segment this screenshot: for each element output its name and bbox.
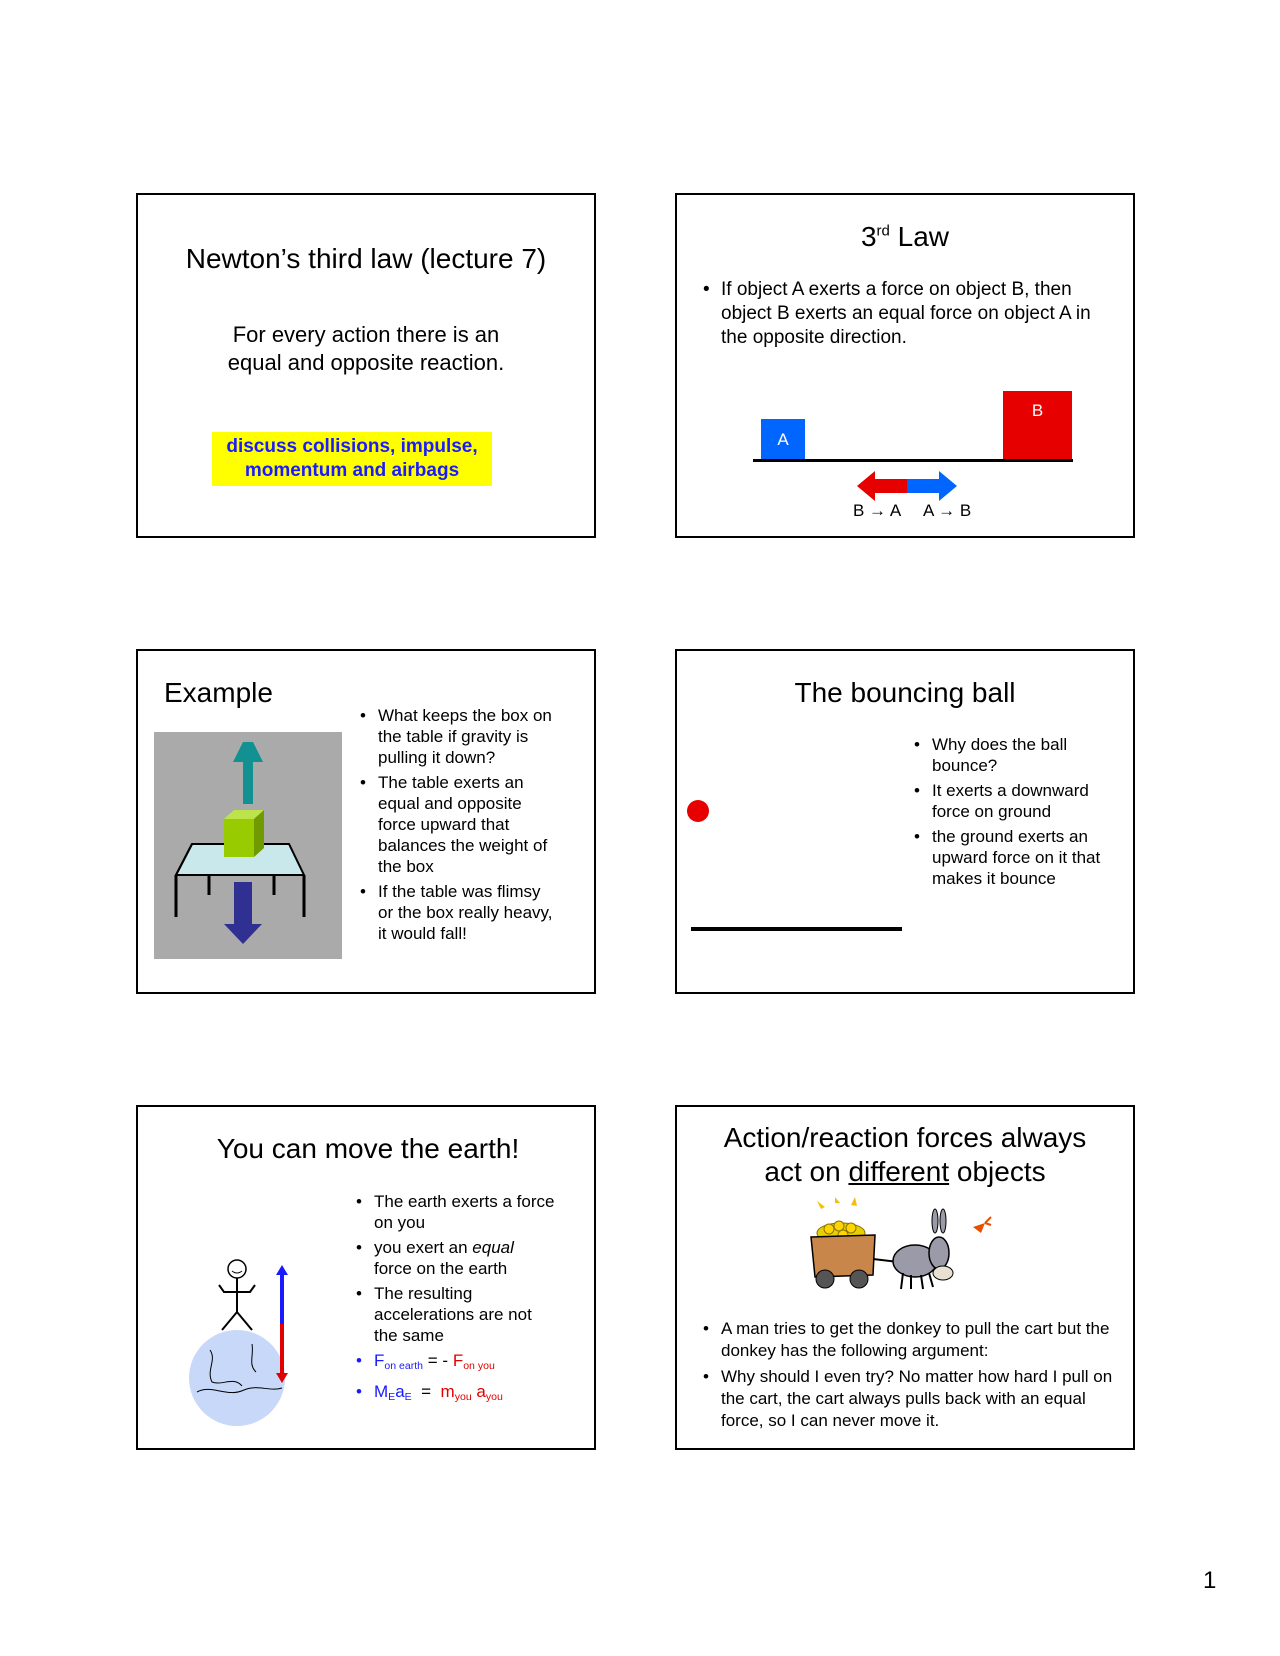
stick-figure-on-earth-illustration xyxy=(182,1252,312,1427)
slide-6-title xyxy=(677,1121,1133,1189)
slide-2-title: 3rd Law xyxy=(860,221,950,252)
list-item: • The table exerts an equal and opposite force upward that balances the weight of the box xyxy=(360,772,560,877)
slide-2 xyxy=(675,193,1135,538)
earth-icon xyxy=(189,1330,285,1426)
list-item: • The earth exerts a force on you xyxy=(356,1191,556,1233)
slide-3-title: Example xyxy=(164,677,273,708)
slide-3 xyxy=(136,649,596,994)
slide-3-bullets xyxy=(360,705,560,948)
slide-1-subtitle xyxy=(138,321,594,377)
equation-acceleration: • $M_Ea_E = m_{you}$ $a_{you}$ xyxy=(356,1381,556,1408)
slide-6-bullets xyxy=(703,1318,1113,1432)
carrot-icon xyxy=(973,1217,991,1233)
arrow-label-right: A → B xyxy=(923,501,972,520)
subtitle-line-1: For every action there is an xyxy=(232,322,500,347)
list-item: • What keeps the box on the table if gravity is pulling it down? xyxy=(360,705,560,768)
slide-6 xyxy=(675,1105,1135,1450)
highlight-line-1: discuss collisions, impulse, xyxy=(226,436,478,457)
equation-force: • $F_{on earth}$ = - $F_{on you}$ xyxy=(356,1350,556,1377)
title-line-1: Action/reaction forces always xyxy=(723,1122,1087,1153)
slide-5-title: You can move the earth! xyxy=(216,1133,520,1164)
force-arrows-icon xyxy=(857,469,957,503)
ball-icon xyxy=(687,800,709,822)
block-a: A xyxy=(761,419,805,460)
slide-1 xyxy=(136,193,596,538)
block-b: B xyxy=(1003,391,1072,460)
highlight-line-2: momentum and airbags xyxy=(244,460,460,481)
slide-5-bullets xyxy=(356,1191,556,1412)
donkey-icon xyxy=(893,1209,953,1289)
ground-line xyxy=(753,459,1073,462)
highlight-box xyxy=(212,432,492,486)
list-item: • If object A exerts a force on object B, then object B exerts an equal force on object A in the opposite direction. xyxy=(703,278,1113,350)
box-front xyxy=(224,819,254,857)
up-arrow-icon xyxy=(276,1265,288,1324)
slide-4-bullets xyxy=(914,734,1114,893)
box-on-table-illustration xyxy=(154,732,342,959)
list-item: • The resulting accelerations are not the same xyxy=(356,1283,556,1346)
left-arrow-icon xyxy=(857,471,907,501)
slide-4-title: The bouncing ball xyxy=(794,677,1016,708)
right-arrow-icon xyxy=(907,471,957,501)
slide-1-title: Newton’s third law (lecture 7) xyxy=(185,243,547,274)
list-item: • the ground exerts an upward force on it that makes it bounce xyxy=(914,826,1114,889)
ground-line xyxy=(691,927,902,931)
list-item: • A man tries to get the donkey to pull the cart but the donkey has the following argument: xyxy=(703,1318,1113,1362)
down-arrow-icon xyxy=(276,1324,288,1383)
donkey-cart-illustration xyxy=(803,1197,993,1305)
list-item: • It exerts a downward force on ground xyxy=(914,780,1114,822)
person-head-icon xyxy=(228,1260,246,1278)
list-item: • you exert an equal force on the earth xyxy=(356,1237,556,1279)
arrow-label-left: B → A xyxy=(853,501,902,520)
force-arrows-icon xyxy=(274,1265,290,1383)
slide-4 xyxy=(675,649,1135,994)
title-line-2: act on different objects xyxy=(764,1156,1046,1187)
cart-icon xyxy=(811,1221,907,1288)
slide-5 xyxy=(136,1105,596,1450)
page-number: 1 xyxy=(1203,1567,1217,1594)
list-item: • Why should I even try? No matter how hard I pull on the cart, the cart always pulls back with an equal force, so I can never move it. xyxy=(703,1366,1113,1432)
list-item: • If the table was flimsy or the box really heavy, it would fall! xyxy=(360,881,560,944)
list-item: • Why does the ball bounce? xyxy=(914,734,1114,776)
slide-2-bullets xyxy=(703,278,1113,350)
subtitle-line-2: equal and opposite reaction. xyxy=(227,350,505,375)
